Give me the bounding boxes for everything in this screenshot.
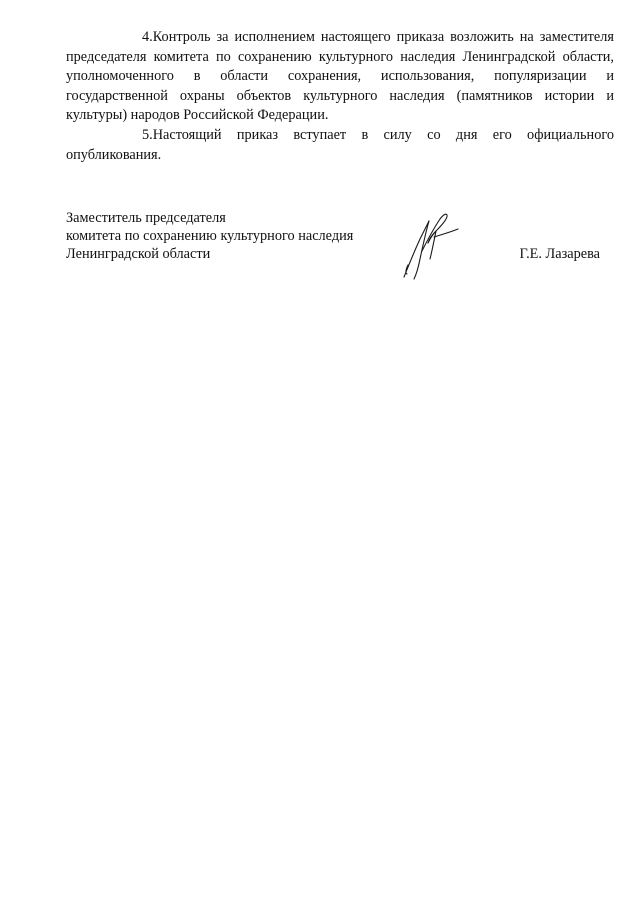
clause-5 bbox=[66, 126, 614, 165]
clause-text: Настоящий приказ вступает в силу со дня его официального опубликования. bbox=[66, 126, 614, 163]
signatory-position-line: комитета по сохранению культурного наследия bbox=[66, 228, 354, 244]
document-body bbox=[66, 28, 614, 165]
handwritten-signature bbox=[396, 207, 476, 287]
clause-number: 4. bbox=[142, 29, 153, 45]
signatory-position-line: Заместитель председателя bbox=[66, 210, 226, 226]
signature-block bbox=[66, 209, 614, 279]
signatory-name: Г.Е. Лазарева bbox=[519, 246, 600, 262]
signatory-position-line: Ленинградской области bbox=[66, 246, 211, 262]
clause-number: 5. bbox=[142, 126, 153, 143]
signatory-position bbox=[66, 209, 353, 263]
clause-text: Контроль за исполнением настоящего приказа возложить на заместителя председателя комитета по сохранению культурного наследия Ленинградской области, уполномоченного в области сохранения, использования, популяризации и государственной охраны объектов культурного наследия (памятников истории и культуры) народов Российской Федерации. bbox=[66, 29, 614, 124]
clause-4 bbox=[66, 28, 614, 126]
